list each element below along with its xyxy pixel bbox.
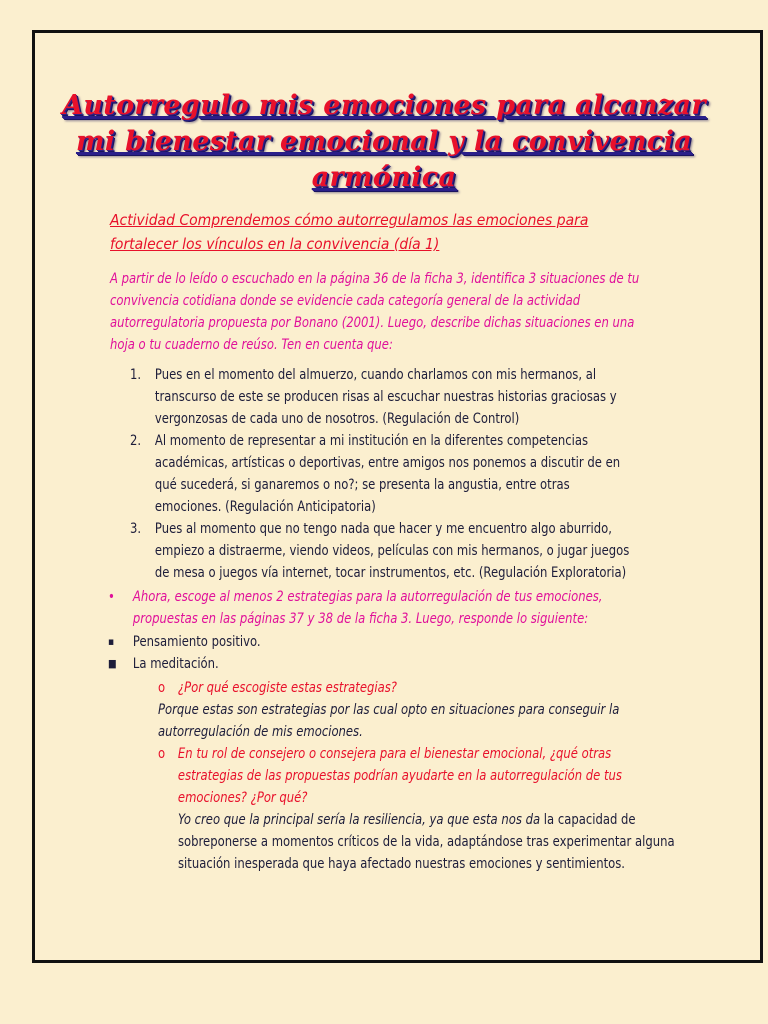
list-item bbox=[130, 364, 636, 430]
circle-bullet-icon: o bbox=[158, 680, 166, 696]
question-1-text: ¿Por qué escogiste estas estrategias? bbox=[177, 680, 397, 696]
instruction-item bbox=[108, 586, 656, 630]
strategy-item bbox=[108, 631, 656, 653]
question-2-text: En tu rol de consejero o consejera para el bienestar emocional, ¿qué otras estrategias de las propuestas podrían ayudarte en la autorregulación de tus emociones? ¿Por qué? bbox=[177, 746, 622, 806]
answer-2-italic: Yo creo que la principal sería la resiliencia, ya que esta nos da bbox=[178, 812, 541, 828]
strategy-text: La meditación. bbox=[132, 656, 219, 672]
list-number: 1. bbox=[130, 367, 142, 383]
bullet-dot-icon: • bbox=[108, 589, 115, 605]
answers-list bbox=[130, 364, 636, 584]
question-2 bbox=[158, 743, 656, 809]
instruction-text: Ahora, escoge al menos 2 estrategias para la autorregulación de tus emociones, propuestas en las páginas 37 y 38 de la ficha 3. Luego, responde lo siguiente: bbox=[132, 589, 603, 627]
strategy-item bbox=[108, 653, 656, 675]
square-bullet-icon: ▪ bbox=[108, 635, 115, 648]
list-item-text: Pues al momento que no tengo nada que hacer y me encuentro algo aburrido, empiezo a distraerme, viendo videos, películas con mis hermanos, o jugar juegos de mesa o juegos vía internet, tocar instrumentos, etc. (Regulación Exploratoria) bbox=[154, 521, 630, 581]
answer-2-text: la capacidad de sobreponerse a momentos críticos de la vida, adaptándose tras experimentar alguna situación inesperada que haya afectado nuestras emociones y sentimientos. bbox=[178, 812, 675, 872]
square-bullet-icon: ■ bbox=[108, 657, 117, 670]
answer-2 bbox=[178, 809, 676, 875]
circle-bullet-icon: o bbox=[158, 746, 166, 762]
intro-paragraph: A partir de lo leído o escuchado en la página 36 de la ficha 3, identifica 3 situaciones de tu convivencia cotidiana donde se evidencie cada categoría general de la actividad autorregulatoria propuesta por Bonano (2001). Luego, describe dichas situaciones en una hoja o tu cuaderno de reúso. Ten en cuenta que: bbox=[110, 271, 640, 353]
document-title: Autorregulo mis emociones para alcanzar mi bienestar emocional y la convivencia armónica bbox=[62, 90, 706, 193]
activity-heading: Actividad Comprendemos cómo autorregulamos las emociones para fortalecer los vínculos en la convivencia (día 1) bbox=[110, 211, 589, 253]
list-item-text: Pues en el momento del almuerzo, cuando charlamos con mis hermanos, al transcurso de este se producen risas al escuchar nuestras historias graciosas y vergonzosas de cada uno de nosotros. (Regulación de Control) bbox=[154, 367, 617, 427]
list-item-text: Al momento de representar a mi institución en la diferentes competencias académicas, artísticas o deportivas, entre amigos nos ponemos a discutir de en qué sucederá, si ganaremos o no?; se presenta la angustia, entre otras emociones. (Regulación Anticipatoria) bbox=[154, 433, 621, 515]
list-number: 2. bbox=[130, 433, 142, 449]
list-number: 3. bbox=[130, 521, 142, 537]
list-item bbox=[130, 518, 636, 584]
answer-1-text: Porque estas son estrategias por las cual opto en situaciones para conseguir la autorregulación de mis emociones. bbox=[158, 702, 620, 740]
answer-1 bbox=[158, 699, 673, 743]
strategy-text: Pensamiento positivo. bbox=[132, 634, 261, 650]
question-1 bbox=[158, 677, 623, 699]
list-item bbox=[130, 430, 636, 518]
